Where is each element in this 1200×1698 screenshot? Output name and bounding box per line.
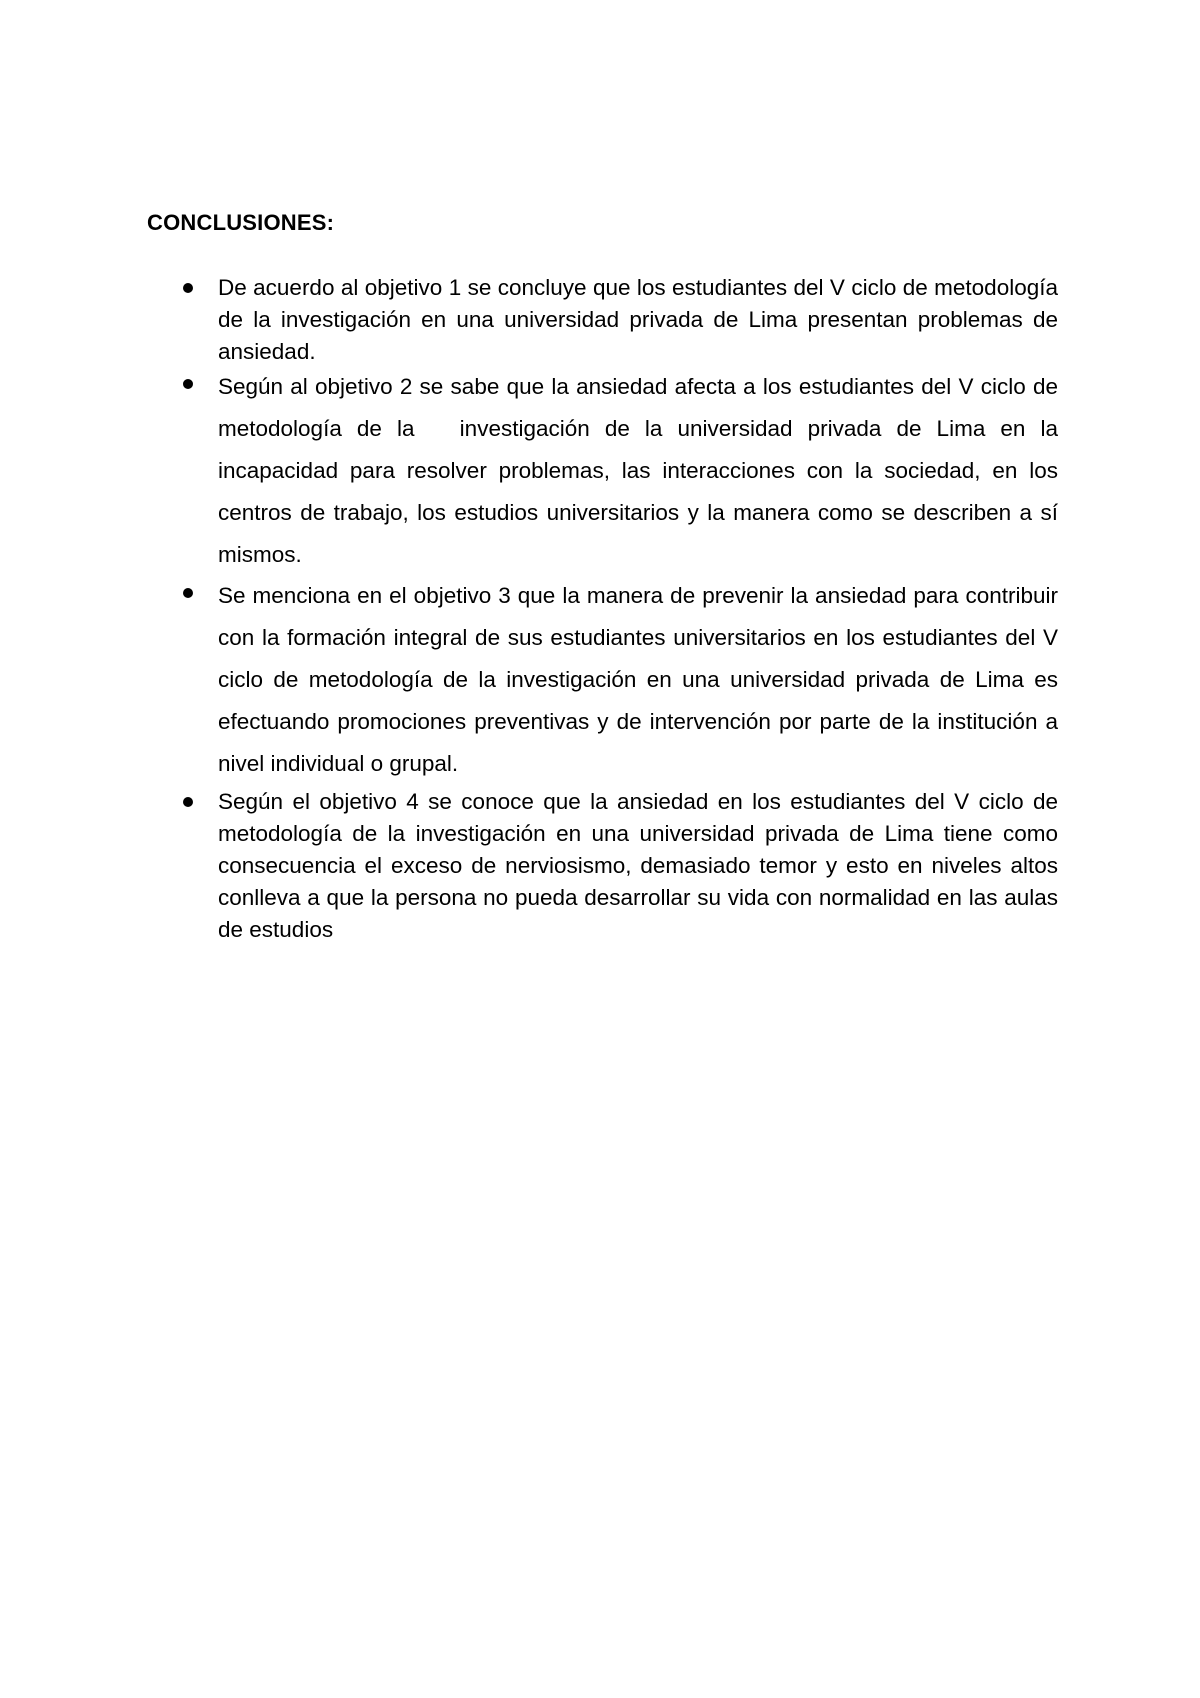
conclusion-item: Se menciona en el objetivo 3 que la manera de prevenir la ansiedad para contribuir con la formación integral de sus estudiantes universitarios en los estudiantes del V ciclo de metodología de la investigación en una universidad privada de Lima es efectuando promociones preventivas y de intervención por parte de la institución a nivel individual o grupal. <box>218 583 1058 776</box>
bullet-icon <box>183 379 193 389</box>
conclusion-item: Según el objetivo 4 se conoce que la ansiedad en los estudiantes del V ciclo de metodología de la investigación en una universidad privada de Lima tiene como consecuencia el exceso de nerviosismo, demasiado temor y esto en niveles altos conlleva a que la persona no pueda desarrollar su vida con normalidad en las aulas de estudios <box>218 789 1058 942</box>
conclusion-item: Según al objetivo 2 se sabe que la ansiedad afecta a los estudiantes del V ciclo de metodología de la investigación de la universidad privada de Lima en la incapacidad para resolver problemas, las interacciones con la sociedad, en los centros de trabajo, los estudios universitarios y la manera como se describen a sí mismos. <box>218 374 1065 567</box>
bullet-icon <box>183 283 193 293</box>
section-heading: CONCLUSIONES: <box>147 210 335 235</box>
bullet-icon <box>183 797 193 807</box>
bullet-icon <box>183 588 193 598</box>
conclusion-item: De acuerdo al objetivo 1 se concluye que los estudiantes del V ciclo de metodología de la investigación en una universidad privada de Lima presentan problemas de ansiedad. <box>218 275 1058 364</box>
